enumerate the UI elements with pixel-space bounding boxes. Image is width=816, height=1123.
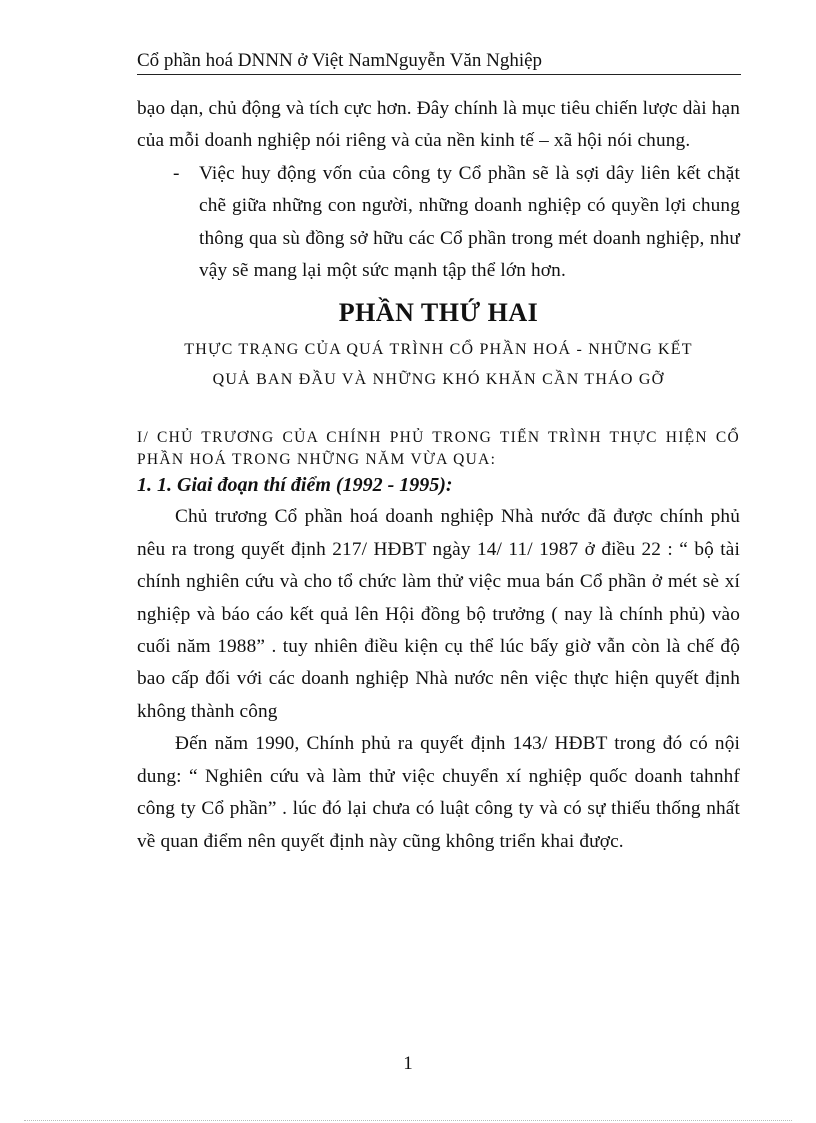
intro-paragraph: bạo dạn, chủ động và tích cực hơn. Đây chính là mục tiêu chiến lược dài hạn của mỗi doanh nghiệp nói riêng và của nền kinh tế – xã hội nói chung. (137, 98, 740, 152)
page-edge-divider (24, 1120, 792, 1121)
body-paragraph-1: Chủ trương Cổ phần hoá doanh nghiệp Nhà nước đã được chính phủ nêu ra trong quyết định 217/ HĐBT ngày 14/ 11/ 1987 ở điều 22 : “ bộ tài chính nghiên cứu và cho tổ chức làm thử việc mua bán Cổ phần ở mét sè xí nghiệp và báo cáo kết quả lên Hội đồng bộ trưởng ( nay là chính phủ) vào cuối năm 1988” . tuy nhiên điều kiện cụ thể lúc bấy giờ vẫn còn là chế độ bao cấp đối với các doanh nghiệp Nhà nước nên việc thực hiện quyết định không thành công (137, 506, 740, 722)
section-heading: I/ CHỦ TRƯƠNG CỦA CHÍNH PHỦ TRONG TIẾN TRÌNH THỰC HIỆN CỔ PHẦN HOÁ TRONG NHỮNG NĂM VỪA QUA: (137, 429, 740, 469)
part-subtitle-line-1: THỰC TRẠNG CỦA QUÁ TRÌNH CỔ PHẦN HOÁ - NHỮNG KẾT (184, 341, 693, 359)
subsection-heading: 1. 1. Giai đoạn thí điểm (1992 - 1995): (137, 474, 453, 497)
bullet-text: Việc huy động vốn của công ty Cổ phần sẽ là sợi dây liên kết chặt chẽ giữa những con người, những doanh nghiệp có quyền lợi chung thông qua sù đồng sở hữu các Cổ phần trong mét doanh nghiệp, như vậy sẽ mang lại một sức mạnh tập thể lớn hơn. (199, 162, 740, 282)
part-subtitle-line-2: QUẢ BAN ĐẦU VÀ NHỮNG KHÓ KHĂN CẦN THÁO GỠ (212, 371, 665, 389)
running-header: Cổ phần hoá DNNN ở Việt NamNguyễn Văn Nghiệp (137, 48, 741, 75)
page-number: 1 (403, 1053, 413, 1074)
bullet-dash: - (173, 162, 180, 184)
page-content (137, 93, 740, 858)
body-paragraph-2: Đến năm 1990, Chính phủ ra quyết định 143/ HĐBT trong đó có nội dung: “ Nghiên cứu và làm thử việc chuyển xí nghiệp quốc doanh tahnhf công ty Cổ phần” . lúc đó lại chưa có luật công ty và có sự thiếu thống nhất về quan điểm nên quyết định này cũng không triển khai được. (137, 733, 740, 852)
part-title: PHẦN THỨ HAI (338, 298, 539, 328)
bullet-item (137, 158, 740, 288)
